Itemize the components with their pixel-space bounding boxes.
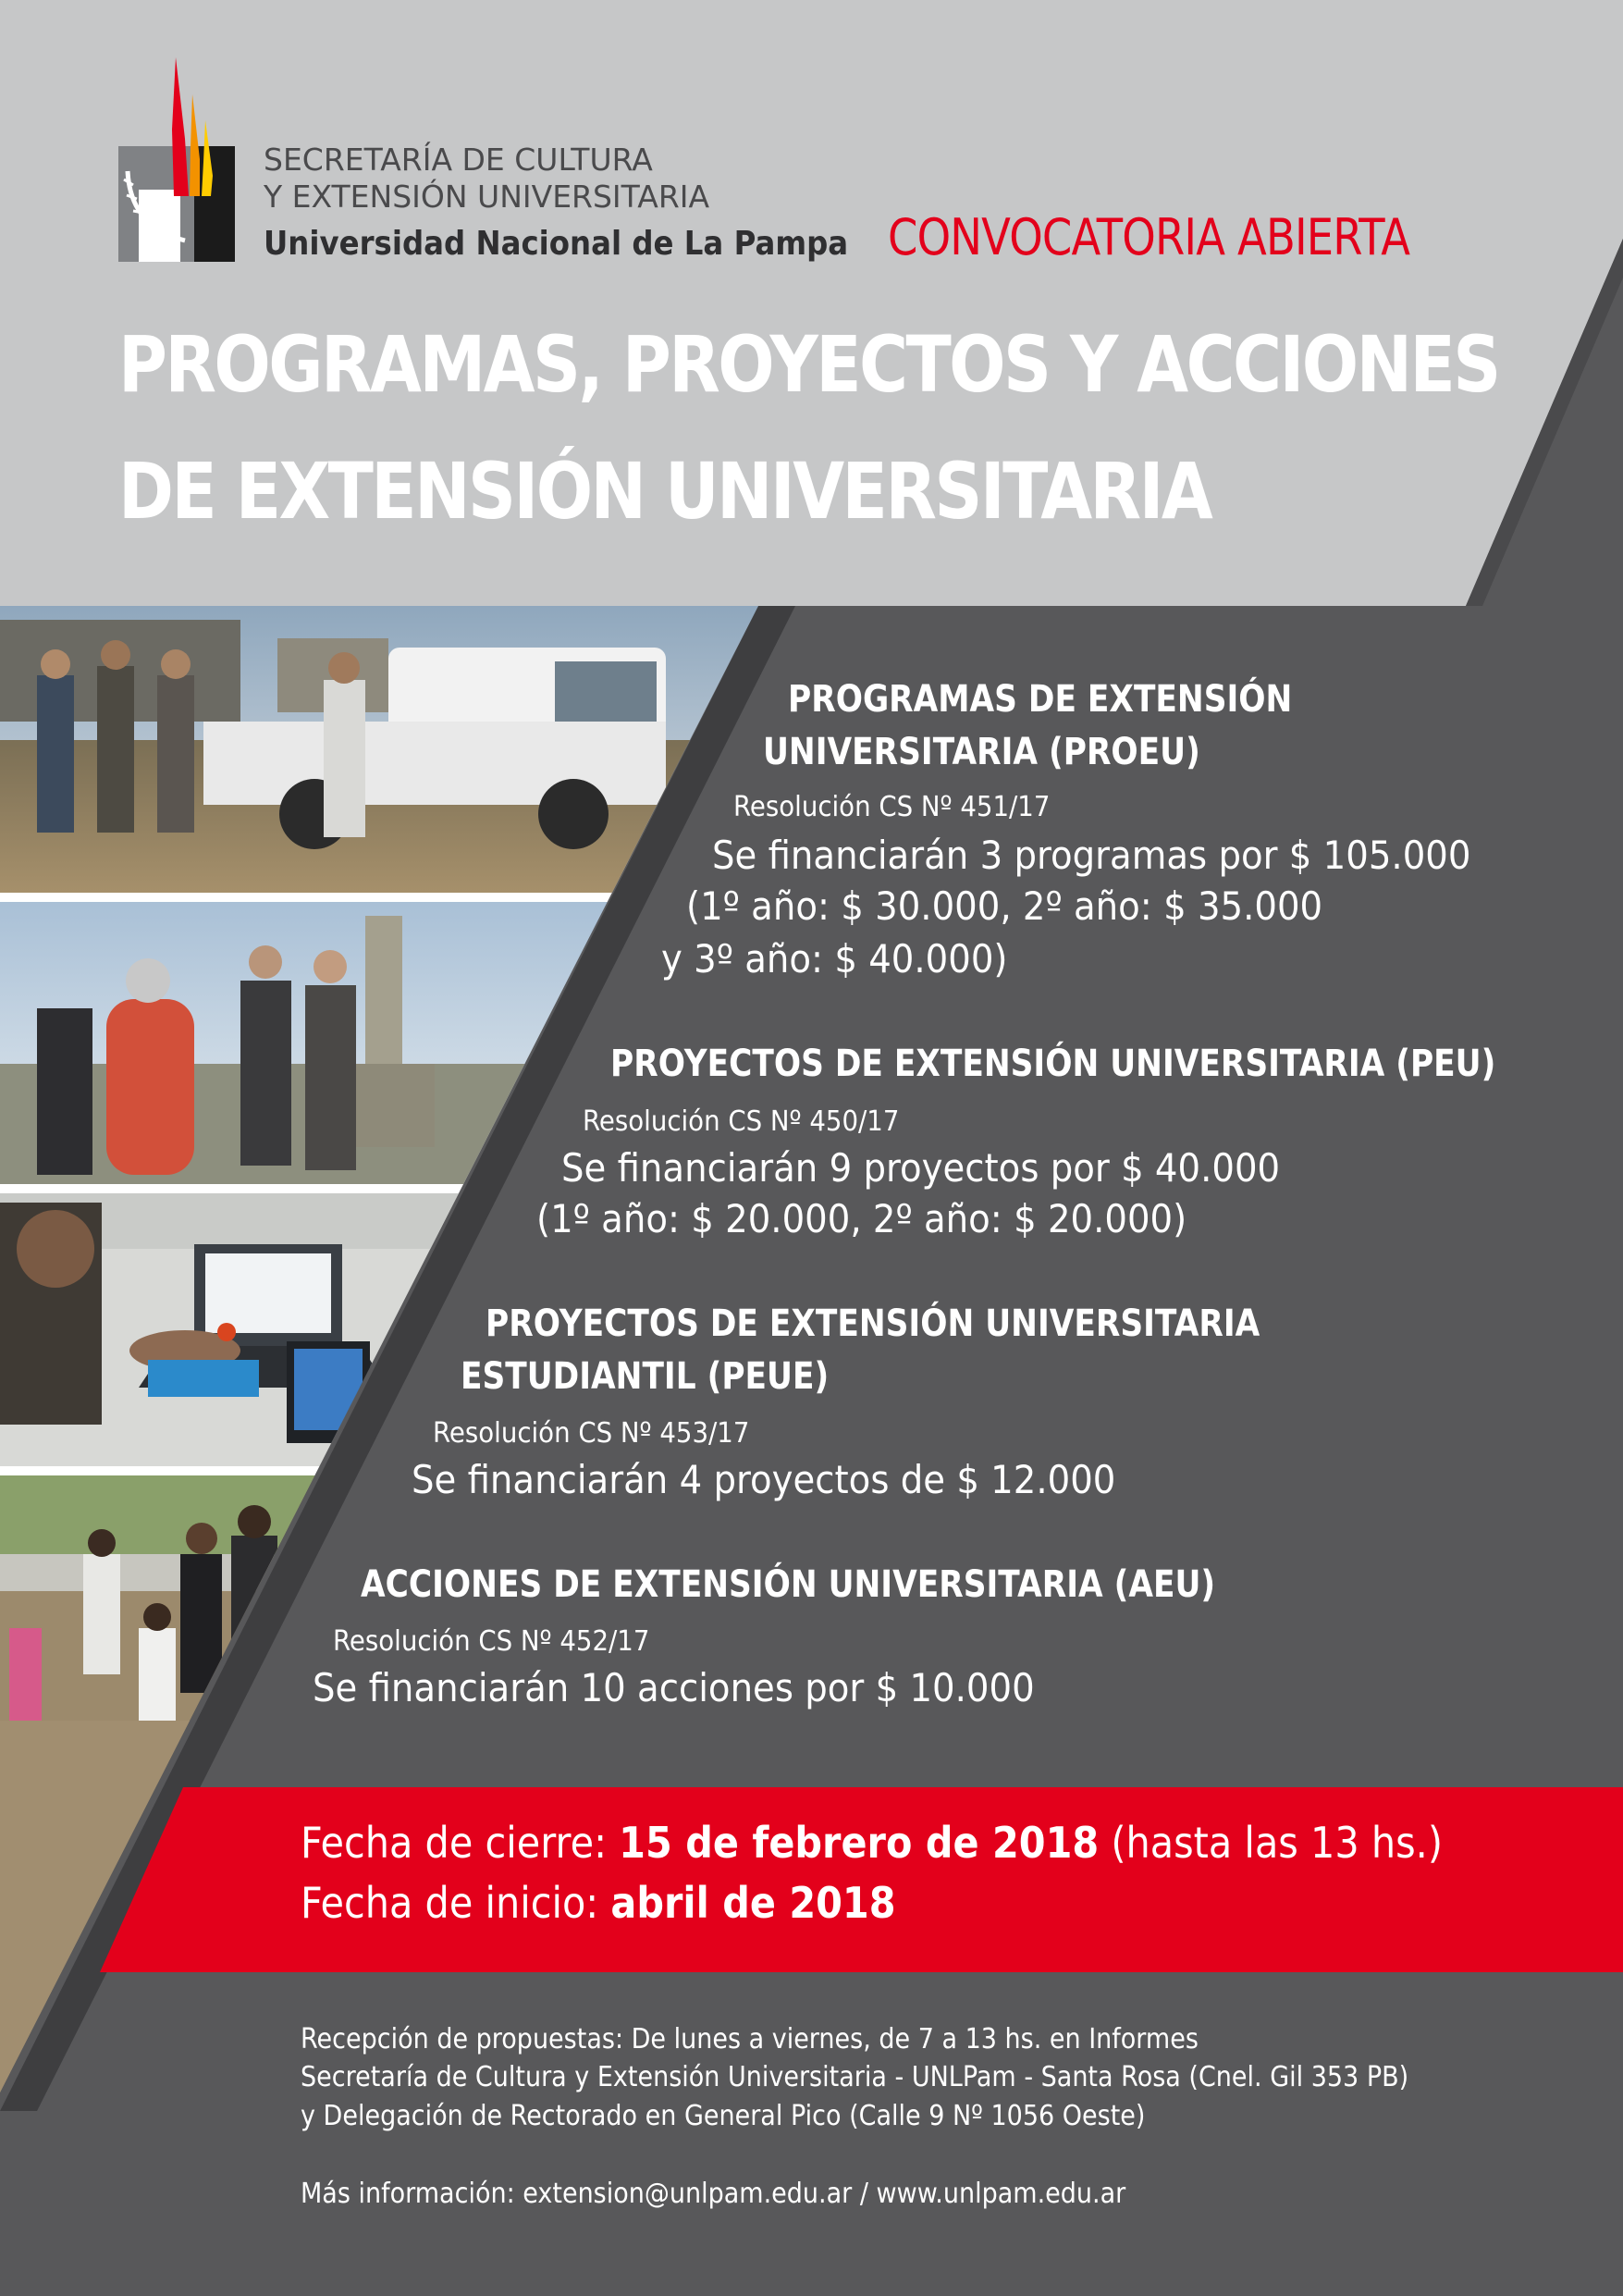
peue-title-line2: ESTUDIANTIL (PEUE)	[461, 1355, 830, 1398]
close-date	[301, 1818, 1443, 1868]
peu-line2: (1º año: $ 20.000, 2º año: $ 20.000)	[536, 1196, 1187, 1241]
proeu-title-line2: UNIVERSITARIA (PROEU)	[763, 731, 1200, 773]
proeu-line1: Se financiarán 3 programas por $ 105.000	[712, 833, 1471, 878]
peu-line1: Se financiarán 9 proyectos por $ 40.000	[561, 1145, 1281, 1191]
proeu-title-line1: PROGRAMAS DE EXTENSIÓN	[788, 678, 1293, 721]
proeu-line2: (1º año: $ 30.000, 2º año: $ 35.000	[686, 883, 1323, 929]
aeu-line1: Se financiarán 10 acciones por $ 10.000	[313, 1665, 1035, 1710]
peue-title-line1: PROYECTOS DE EXTENSIÓN UNIVERSITARIA	[486, 1302, 1260, 1345]
close-date-label: Fecha de cierre:	[301, 1818, 620, 1868]
logo-text-secretaria: SECRETARÍA DE CULTURA	[264, 142, 653, 178]
proeu-line3: y 3º año: $ 40.000)	[661, 936, 1008, 981]
footer-reception: Recepción de propuestas: De lunes a viernes, de 7 a 13 hs. en Informes	[301, 2023, 1199, 2055]
close-date-suffix: (hasta las 13 hs.)	[1099, 1818, 1443, 1868]
footer-address-santa-rosa: Secretaría de Cultura y Extensión Universitaria - UNLPam - Santa Rosa (Cnel. Gil 353 PB)	[301, 2061, 1409, 2093]
start-date-label: Fecha de inicio:	[301, 1878, 611, 1928]
logo-text-university: Universidad Nacional de La Pampa	[264, 225, 849, 263]
main-title-line2: DE EXTENSIÓN UNIVERSITARIA	[118, 446, 1211, 537]
start-date-value: abril de 2018	[610, 1878, 896, 1928]
peue-resolution: Resolución CS Nº 453/17	[433, 1417, 750, 1450]
peu-title: PROYECTOS DE EXTENSIÓN UNIVERSITARIA (PEU)	[610, 1043, 1496, 1085]
aeu-title: ACCIONES DE EXTENSIÓN UNIVERSITARIA (AEU)	[361, 1563, 1216, 1606]
start-date	[301, 1878, 896, 1928]
convocatoria-label: CONVOCATORIA ABIERTA	[888, 208, 1410, 266]
aeu-resolution: Resolución CS Nº 452/17	[333, 1625, 650, 1658]
close-date-value: 15 de febrero de 2018	[619, 1818, 1100, 1868]
footer-contact: Más información: extension@unlpam.edu.ar / www.unlpam.edu.ar	[301, 2178, 1126, 2210]
peu-resolution: Resolución CS Nº 450/17	[583, 1105, 900, 1138]
proeu-resolution: Resolución CS Nº 451/17	[733, 791, 1051, 823]
logo-text-extension: Y EXTENSIÓN UNIVERSITARIA	[264, 179, 710, 215]
peue-line1: Se financiarán 4 proyectos de $ 12.000	[412, 1457, 1116, 1502]
footer-address-general-pico: y Delegación de Rectorado en General Pico (Calle 9 Nº 1056 Oeste)	[301, 2100, 1146, 2132]
main-title-line1: PROGRAMAS, PROYECTOS Y ACCIONES	[118, 319, 1499, 410]
